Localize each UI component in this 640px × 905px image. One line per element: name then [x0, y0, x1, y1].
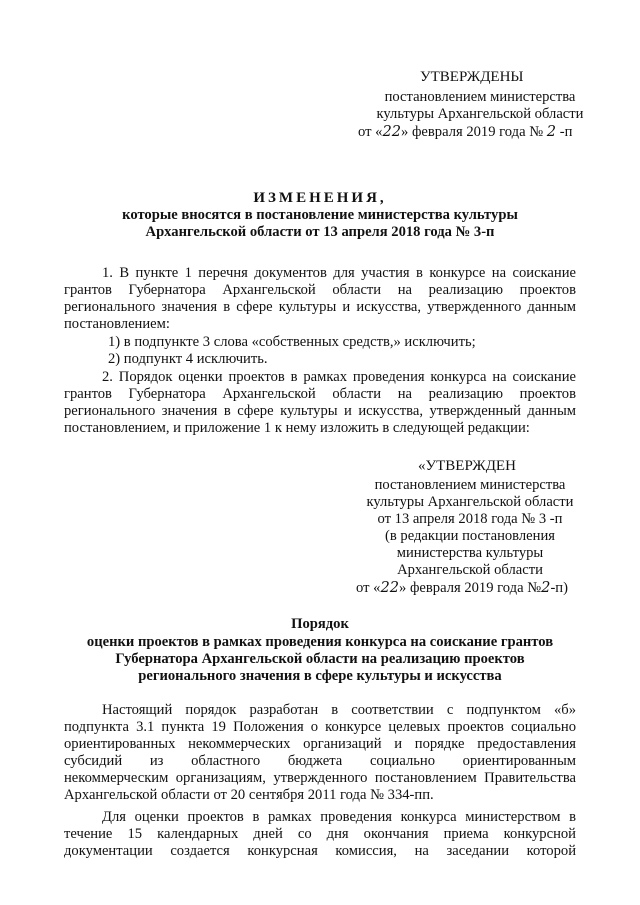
order-line-2: Губернатора Архангельской области на реализацию проектов: [115, 651, 525, 667]
handwritten-day-inner: 22: [380, 579, 400, 596]
approval-line-2: культуры Архангельской области: [376, 106, 584, 122]
handwritten-number-inner: 2: [541, 579, 551, 596]
sub-item-1: 1) в подпункте 3 слова «собственных средств,» исключить;: [108, 334, 476, 350]
sub-item-2: 2) подпункт 4 исключить.: [108, 351, 268, 367]
inner-approval-line-4: (в редакции постановления: [385, 528, 555, 544]
item-1-paragraph: 1. В пункте 1 перечня документов для участия в конкурсе на соискание грантов Губернатора Архангельской области на реализацию проектов регионального значения в сфере культуры и искусства, утвержденного данным постановлением:: [64, 265, 576, 332]
item-2-paragraph: 2. Порядок оценки проектов в рамках проведения конкурса на соискание грантов Губернатора Архангельской области на реализацию проектов регионального значения в сфере культуры и искусства, утвержденный данным постановлением, и приложение 1 к нему изложить в следующей редакции:: [64, 369, 576, 436]
inner-approval-line-7: от «22» февраля 2019 года №2-п): [356, 579, 568, 596]
inner-approval-line-1: постановлением министерства: [374, 477, 566, 493]
order-line-3: регионального значения в сфере культуры и искусства: [138, 668, 502, 684]
handwritten-number: 2: [546, 123, 557, 140]
inner-approval-line-6: Архангельской области: [397, 562, 543, 578]
paragraph-2: Для оценки проектов в рамках проведения конкурса министерством в течение 15 календарных дней со дня окончания приема конкурсной документации создается конкурсная комиссия, на заседании которой: [64, 809, 576, 859]
approval-title: УТВЕРЖДЕНЫ: [420, 69, 524, 85]
heading-line-1: которые вносятся в постановление министерства культуры: [122, 207, 518, 223]
inner-approval-line-2: культуры Архангельской области: [366, 494, 574, 510]
inner-approval-line-5: министерства культуры: [396, 545, 544, 561]
order-title: Порядок: [291, 616, 349, 632]
inner-approval-title: «УТВЕРЖДЕН: [418, 458, 516, 474]
heading-line-2: Архангельской области от 13 апреля 2018 года № 3-п: [145, 224, 495, 240]
inner-approval-line-3: от 13 апреля 2018 года № 3 -п: [377, 511, 563, 527]
approval-line-3: от «22» февраля 2019 года № 2 -п: [358, 123, 573, 140]
paragraph-1: Настоящий порядок разработан в соответствии с подпунктом «б» подпункта 3.1 пункта 19 Положения о конкурсе целевых проектов социально ориентированных некоммерческих организаций и порядке предоставления субсидий из областного бюджета социально ориентированным некоммерческим организациям, утвержденного постановлением Правительства Архангельской области от 20 сентября 2011 года № 334-пп.: [64, 702, 576, 803]
order-line-1: оценки проектов в рамках проведения конкурса на соискание грантов: [86, 634, 554, 650]
approval-line-1: постановлением министерства: [384, 89, 576, 105]
heading-title: ИЗМЕНЕНИЯ,: [253, 190, 387, 206]
handwritten-day: 22: [382, 123, 402, 140]
